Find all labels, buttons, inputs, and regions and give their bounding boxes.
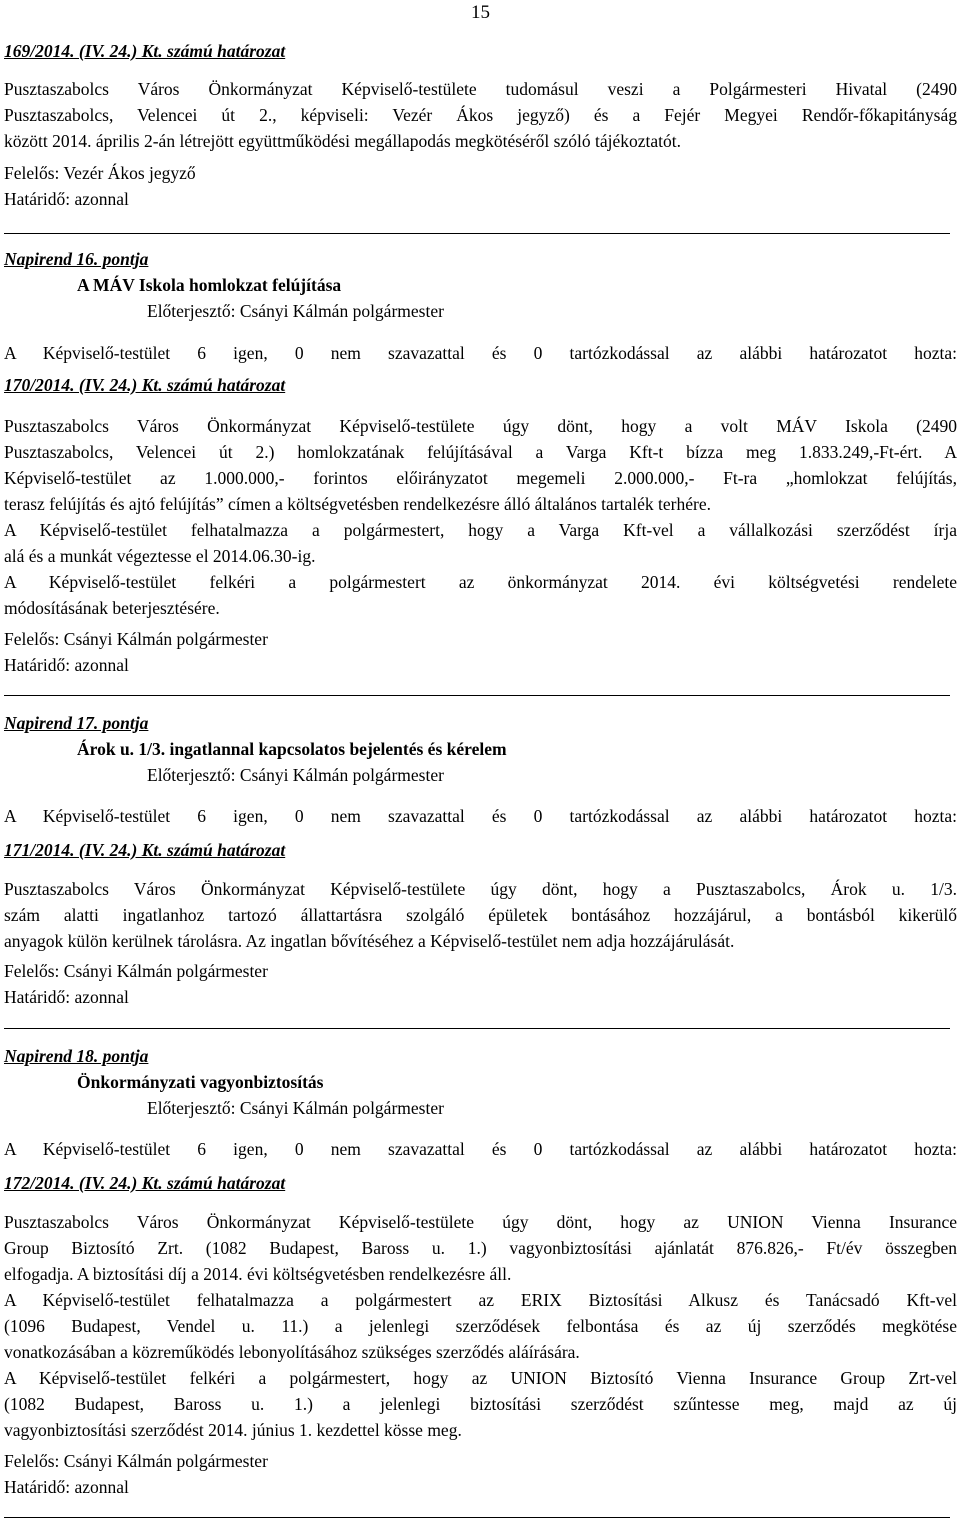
resolution-171-body-line: anyagok külön kerülnek tárolásra. Az ingatlan bővítéséhez a Képviselő-testület nem adja hozzájárulását. (4, 931, 735, 951)
resolution-169-heading: 169/2014. (IV. 24.) Kt. számú határozat (4, 41, 286, 61)
deadline-line: Határidő: azonnal (4, 189, 129, 209)
responsible-line: Felelős: Csányi Kálmán polgármester (4, 1451, 268, 1471)
responsible-line: Felelős: Csányi Kálmán polgármester (4, 961, 268, 981)
resolution-172-body-line: Pusztaszabolcs Város Önkormányzat Képviselő-testülete úgy dönt, hogy az UNION Vienna Insurance (4, 1212, 957, 1232)
resolution-170-body-line: Pusztaszabolcs, Velencei út 2.) homlokzatának felújításával a Varga Kft-t bízza meg 1.833.249,-Ft-ért. A (4, 442, 957, 462)
agenda-16-title: A MÁV Iskola homlokzat felújítása (77, 275, 342, 295)
agenda-17-heading: Napirend 17. pontja (4, 713, 149, 733)
deadline-line: Határidő: azonnal (4, 987, 129, 1007)
resolution-170-body-line: A Képviselő-testület felkéri a polgármestert az önkormányzat 2014. évi költségvetési rendelete (4, 572, 957, 592)
resolution-172-body-line: vonatkozásában a közreműködés lebonyolításához szükséges szerződés aláírására. (4, 1342, 580, 1362)
resolution-172-body-line: elfogadja. A biztosítási díj a 2014. évi költségvetésben rendelkezésre áll. (4, 1264, 512, 1284)
agenda-17-title: Árok u. 1/3. ingatlannal kapcsolatos bejelentés és kérelem (77, 739, 507, 759)
responsible-line: Felelős: Csányi Kálmán polgármester (4, 629, 268, 649)
resolution-171-body-line: szám alatti ingatlanhoz tartozó állattartásra szolgáló épületek bontásához hozzájárul, a bontásból kikerülő (4, 905, 957, 925)
resolution-171-heading: 171/2014. (IV. 24.) Kt. számú határozat (4, 840, 286, 860)
agenda-18-heading: Napirend 18. pontja (4, 1046, 149, 1066)
agenda-18-vote: A Képviselő-testület 6 igen, 0 nem szavazattal és 0 tartózkodással az alábbi határozatot hozta: (4, 1139, 957, 1159)
resolution-170-body-line: Pusztaszabolcs Város Önkormányzat Képviselő-testülete úgy dönt, hogy a volt MÁV Iskola (2490 (4, 416, 957, 436)
resolution-170-heading: 170/2014. (IV. 24.) Kt. számú határozat (4, 375, 286, 395)
resolution-172-body-line: Group Biztosító Zrt. (1082 Budapest, Baross u. 1.) vagyonbiztosítási ajánlatát 876.826,- Ft/év összegben (4, 1238, 957, 1258)
agenda-16-presenter: Előterjesztő: Csányi Kálmán polgármester (147, 301, 444, 321)
page-number: 15 (471, 2, 490, 23)
deadline-line: Határidő: azonnal (4, 1477, 129, 1497)
resolution-172-body-line: (1096 Budapest, Vendel u. 11.) a jelenlegi szerződések felbontása és az új szerződés megkötése (4, 1316, 957, 1336)
resolution-171-body-line: Pusztaszabolcs Város Önkormányzat Képviselő-testülete úgy dönt, hogy a Pusztaszabolcs, Árok u. 1/3. (4, 879, 957, 899)
resolution-172-body-line: (1082 Budapest, Baross u. 1.) a jelenlegi biztosítási szerződést szűntesse meg, majd az új (4, 1394, 957, 1414)
section-divider (4, 1028, 950, 1029)
agenda-17-presenter: Előterjesztő: Csányi Kálmán polgármester (147, 765, 444, 785)
resolution-169-body-line: Pusztaszabolcs Város Önkormányzat Képviselő-testülete tudomásul veszi a Polgármesteri Hivatal (2490 (4, 79, 957, 99)
resolution-172-body-line: A Képviselő-testület felkéri a polgármestert, hogy az UNION Biztosító Vienna Insurance Group Zrt-vel (4, 1368, 957, 1388)
section-divider (4, 233, 950, 234)
responsible-line: Felelős: Vezér Ákos jegyző (4, 163, 196, 183)
deadline-line: Határidő: azonnal (4, 655, 129, 675)
resolution-170-body-line: módosításának beterjesztésére. (4, 598, 220, 618)
resolution-170-body-line: terasz felújítás és ajtó felújítás” címen a költségvetésben rendelkezésre álló általános tartalék terhére. (4, 494, 711, 514)
resolution-169-body-line: között 2014. április 2-án létrejött együttműködési megállapodás megkötéséről szóló tájékoztatót. (4, 131, 681, 151)
section-divider (4, 695, 950, 696)
resolution-172-body-line: A Képviselő-testület felhatalmazza a polgármestert az ERIX Biztosítási Alkusz és Tanácsadó Kft-vel (4, 1290, 957, 1310)
resolution-169-body-line: Pusztaszabolcs, Velencei út 2., képviseli: Vezér Ákos jegyző) és a Fejér Megyei Rendőr-főkapitányság (4, 105, 957, 125)
section-divider (4, 1517, 950, 1518)
agenda-16-vote: A Képviselő-testület 6 igen, 0 nem szavazattal és 0 tartózkodással az alábbi határozatot hozta: (4, 343, 957, 363)
resolution-170-body-line: A Képviselő-testület felhatalmazza a polgármestert, hogy a Varga Kft-vel a vállalkozási szerződést írja (4, 520, 957, 540)
resolution-172-heading: 172/2014. (IV. 24.) Kt. számú határozat (4, 1173, 286, 1193)
resolution-170-body-line: alá és a munkát végeztesse el 2014.06.30-ig. (4, 546, 316, 566)
agenda-18-title: Önkormányzati vagyonbiztosítás (77, 1072, 324, 1092)
resolution-170-body-line: Képviselő-testület az 1.000.000,- forintos előirányzatot megemeli 2.000.000,- Ft-ra „homlokzat felújítás, (4, 468, 957, 488)
resolution-172-body-line: vagyonbiztosítási szerződést 2014. június 1. kezdettel kösse meg. (4, 1420, 462, 1440)
agenda-17-vote: A Képviselő-testület 6 igen, 0 nem szavazattal és 0 tartózkodással az alábbi határozatot hozta: (4, 806, 957, 826)
agenda-18-presenter: Előterjesztő: Csányi Kálmán polgármester (147, 1098, 444, 1118)
agenda-16-heading: Napirend 16. pontja (4, 249, 149, 269)
